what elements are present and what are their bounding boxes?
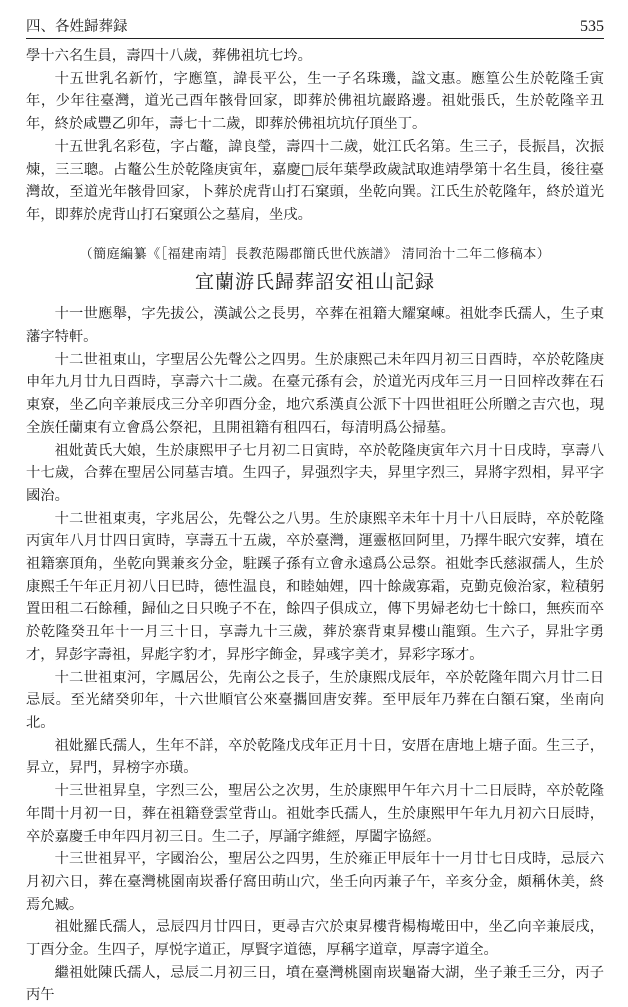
top-paragraphs <box>26 45 604 227</box>
running-head <box>26 6 604 39</box>
page-body <box>26 45 604 1007</box>
paragraph: 十五世乳名彩苞，字占鼇，諱良瑩，壽四十二歲，妣江氏名第。生三子，長振昌，次振煉，三三聰。占鼇公生於乾隆庚寅年，嘉慶□辰年葉學政歲試取進靖學第十名生員，後往臺灣故，至道光年骸骨回家，卜葬於虎背山打石窠頭，坐乾向巽。江氏生於乾隆年，終於道光年，即葬於虎背山打石窠頭公之墓肩，坐戌。 <box>26 138 604 223</box>
page-number: 535 <box>580 18 604 35</box>
paragraph: 祖妣羅氏孺人，生年不詳，卒於乾隆戊戌年正月十日，安厝在唐地上塘子面。生三子，昇立，昇門，昇榜字亦璜。 <box>26 737 604 777</box>
paragraph: 祖妣黃氏大娘，生於康熙甲子七月初二日寅時，卒於乾隆庚寅年六月十日戌時，享壽八十七歲，合葬在聖居公同墓吉墳。生四子，昇强烈字夫，昇里字烈三，昇將字烈相，昇平字國治。 <box>26 442 604 504</box>
section-title: 宜蘭游氏歸葬詔安祖山記録 <box>194 270 435 293</box>
paragraph: 十三世祖昇平，字國治公，聖居公之四男，生於雍正甲辰年十一月廿七日戌時，忌辰六月初六日，葬在臺灣桃園南崁番仔窩田萌山穴，坐壬向丙兼子午，辛亥分金，頗稱休美，終焉允臧。 <box>26 851 604 913</box>
paragraph: 十五世乳名新竹，字應篁，諱長平公，生一子名珠璣，諡文惠。應篁公生於乾隆壬寅年，少年往臺灣，道光己酉年骸骨回家，即葬於佛祖坑巖路邊。祖妣張氏，生於乾隆辛丑年，終於咸豐乙卯年，壽七十二歲，即葬於佛祖坑坑仔頂坐丁。 <box>26 70 604 133</box>
paragraph: 繼祖妣陳氏孺人，忌辰二月初三日，墳在臺灣桃園南崁龜崙大湖，坐子兼壬三分，丙子丙午 <box>26 964 604 1004</box>
paragraph: 十一世應舉，字先拔公，漢誠公之長男，卒葬在祖籍大耀窠崠。祖妣李氏孺人，生子東藩字特軒。 <box>26 306 604 346</box>
section-heading: 四、各姓歸葬録 <box>26 19 128 35</box>
paragraph: 十三世祖昇皇，字烈三公，聖居公之次男，生於康熙甲午年六月十二日辰時，卒於乾隆年間十月初一日，葬在祖籍登雲堂背山。祖妣李氏孺人，生於康熙甲午年九月初六日辰時，卒於嘉慶壬申年四月初三日。生二子，厚誦字維經，厚闔字協經。 <box>26 783 604 845</box>
document-page <box>0 6 628 1004</box>
bottom-paragraphs <box>26 303 604 1007</box>
paragraph: 十二世祖東河，字鳳居公，先南公之長子，生於康熙戊辰年，卒於乾隆年間六月廿二日忌辰。至光緒癸卯年，十六世順官公來臺攜回唐安葬。至甲辰年乃葬在白額石窠，坐南向北。 <box>26 669 604 731</box>
paragraph: 祖妣羅氏孺人，忌辰四月廿四日，更尋吉穴於東昇樓背楊梅墘田中，坐乙向辛兼辰戌，丁酉分金。生四子，厚悦字道正，厚賢字道德，厚稱字道章，厚壽字道全。 <box>26 919 604 959</box>
paragraph: 十二世祖東山，字聖居公先聲公之四男。生於康熙己未年四月初三日酉時，卒於乾隆庚申年九月廿九日酉時，享壽六十二歲。在臺元孫有会，於道光丙戌年三月一日回梓改葬在石東寮，坐乙向辛兼辰戌三分辛卯酉分金，地穴系漢貞公派下十四世祖旺公所贈之吉穴也，現全族任蘭東有立會爲公祭祀，且開祖籍有租四石，每清明爲公掃墓。 <box>26 351 604 436</box>
source-note: （簡庭編纂《［福建南靖］長教范陽郡簡氏世代族譜》 清同治十二年二修稿本） <box>79 246 551 262</box>
paragraph: 十二世祖東夷，字兆居公，先聲公之八男。生於康熙辛未年十月十八日辰時，卒於乾隆丙寅年八月廿四日寅時，享壽五十五歲，卒於臺灣，運靈柩回阿里，乃擇牛眠穴安葬，墳在祖籍寨頂角，坐乾向巽兼亥分金，駐蹊子孫有立會永遠爲公忌祭。祖妣李氏慈淑孺人，生於康熙壬午年正月初八日巳時，德性温良，和睦妯娌，四十餘歲寡霜，克勤克儉治家，粒積躬置田租二石餘種，歸仙之日只晚子不在，餘四子俱成立，傳下男婦老幼七十餘口，無疾而卒於乾隆癸丑年十一月三十日，享壽九十三歲，葬於寨背東昇樓山龍頸。生六子，昇壯字勇才，昇彭字壽祖，昇彪字豹才，昇彤字飾金，昇彧字美才，昇彩字琢才。 <box>26 510 604 663</box>
paragraph: 學十六名生員，壽四十八歲，葬佛祖坑七坅。 <box>26 48 312 64</box>
